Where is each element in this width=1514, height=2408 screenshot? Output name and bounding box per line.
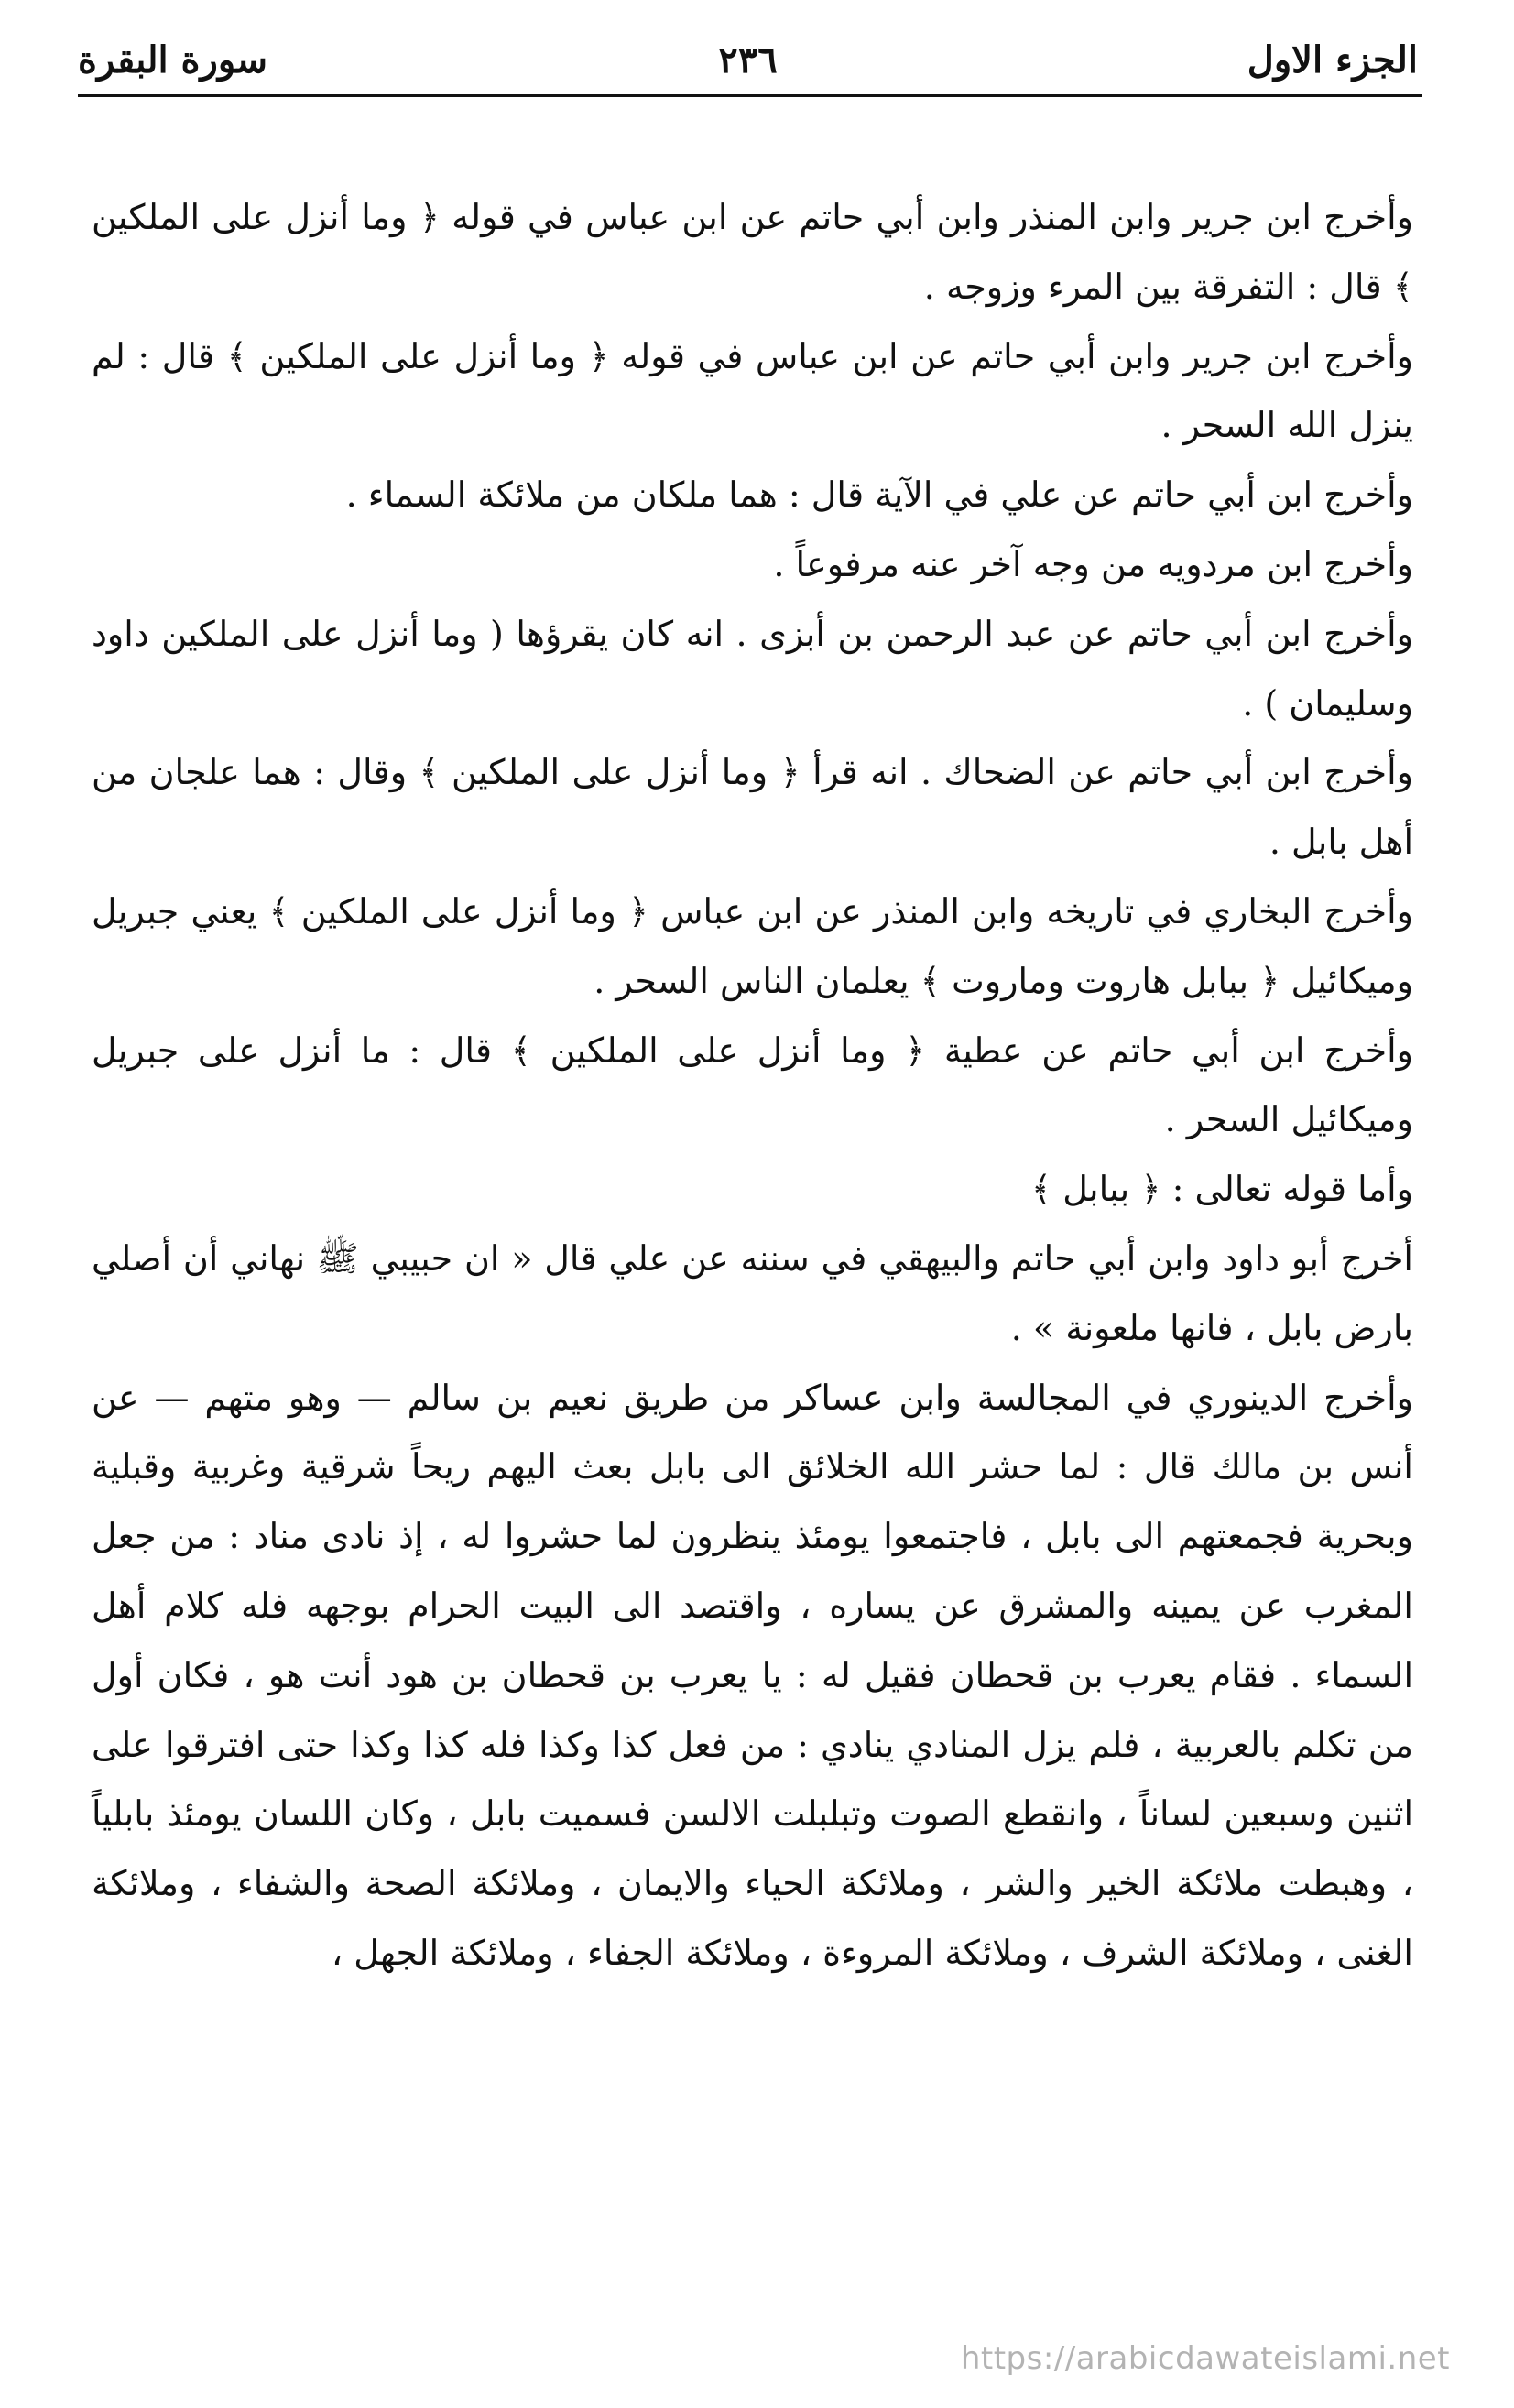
paragraph-11: وأخرج الدينوري في المجالسة وابن عساكر من طريق نعيم بن سالم — وهو متهم — عن أنس بن مالك قال : لما حشر الله الخلائق الى بابل بعث اليهم ريحاً شرقية وغربية وقبلية وبحرية فجمعتهم الى بابل ، فاجتمعوا يومئذ ينظرون لما حشروا له ، إذ نادى مناد : من جعل المغرب عن يمينه والمشرق عن يساره ، واقتصد الى البيت الحرام بوجهه فله كلام أهل السماء . فقام يعرب بن قحطان فقيل له : يا يعرب بن قحطان بن هود أنت هو ، فكان أول من تكلم بالعربية ، فلم يزل المنادي ينادي : من فعل كذا وكذا فله كذا وكذا حتى افترقوا على اثنين وسبعين لساناً ، وانقطع الصوت وتبلبلت الالسن فسميت بابل ، وكان اللسان يومئذ بابلياً ، وهبطت ملائكة الخير والشر ، وملائكة الحياء والايمان ، وملائكة الصحة والشفاء ، وملائكة الغنى ، وملائكة الشرف ، وملائكة المروءة ، وملائكة الجفاء ، وملائكة الجهل ، — [92, 1377, 1413, 1973]
paragraph-7: وأخرج البخاري في تاريخه وابن المنذر عن ابن عباس ﴿ وما أنزل على الملكين ﴾ يعني جبريل وميكائيل ﴿ ببابل هاروت وماروت ﴾ يعلمان الناس السحر . — [92, 890, 1413, 1001]
header-divider — [78, 94, 1422, 97]
paragraph-2: وأخرج ابن جرير وابن أبي حاتم عن ابن عباس في قوله ﴿ وما أنزل على الملكين ﴾ قال : لم ينزل الله السحر . — [92, 335, 1414, 446]
juz-title: الجزء الاول — [1247, 38, 1418, 82]
page-body — [92, 183, 1413, 1989]
source-watermark: https://arabicdawateislami.net — [960, 2340, 1450, 2377]
paragraph-8: وأخرج ابن أبي حاتم عن عطية ﴿ وما أنزل على الملكين ﴾ قال : ما أنزل على جبريل وميكائيل السحر . — [92, 1030, 1413, 1140]
paragraph-9: وأما قوله تعالى : ﴿ ببابل ﴾ — [1030, 1169, 1413, 1210]
page-header — [78, 26, 1418, 90]
page-number: ٢٣٦ — [718, 38, 778, 82]
paragraph-6: وأخرج ابن أبي حاتم عن الضحاك . انه قرأ ﴿ وما أنزل على الملكين ﴾ وقال : هما علجان من أهل بابل . — [92, 752, 1413, 863]
paragraph-10: أخرج أبو داود وابن أبي حاتم والبيهقي في سننه عن علي قال « ان حبيبي ﷺ نهاني أن أصلي بارض بابل ، فانها ملعونة » . — [92, 1237, 1413, 1348]
surah-title: سورة البقرة — [78, 38, 268, 82]
paragraph-4: وأخرج ابن مردويه من وجه آخر عنه مرفوعاً . — [773, 543, 1413, 584]
paragraph-3: وأخرج ابن أبي حاتم عن علي في الآية قال : هما ملكان من ملائكة السماء . — [345, 474, 1413, 516]
paragraph-1: وأخرج ابن جرير وابن المنذر وابن أبي حاتم عن ابن عباس في قوله ﴿ وما أنزل على الملكين ﴾ قال : التفرقة بين المرء وزوجه . — [92, 197, 1413, 307]
paragraph-5: وأخرج ابن أبي حاتم عن عبد الرحمن بن أبزى . انه كان يقرؤها ( وما أنزل على الملكين داود وسليمان ) . — [92, 613, 1413, 724]
